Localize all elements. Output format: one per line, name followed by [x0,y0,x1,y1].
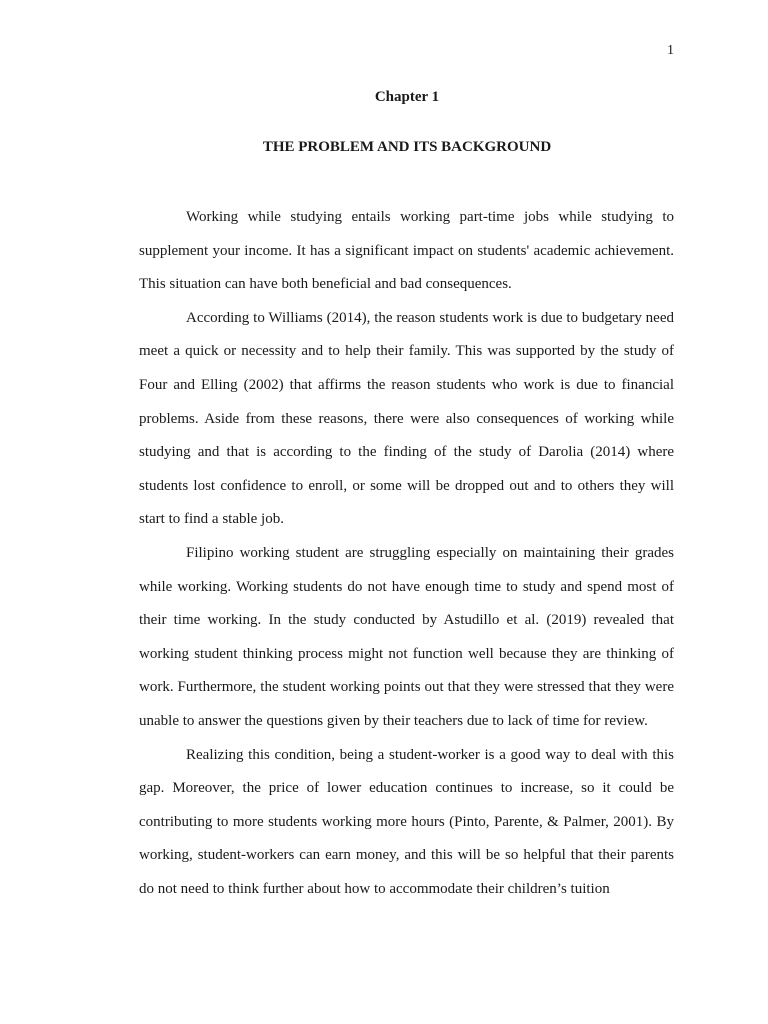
section-title: THE PROBLEM AND ITS BACKGROUND [262,139,552,155]
body-text [139,201,674,906]
paragraph: Working while studying entails working part-time jobs while studying to supplement your income. It has a significant impact on students' academic achievement. This situation can have both beneficial and bad consequences. [139,209,674,293]
chapter-heading: Chapter 1 [374,89,440,105]
page-number: 1 [667,43,674,58]
paragraph: Filipino working student are struggling especially on maintaining their grades while working. Working students do not have enough time to study and spend most of their time working. In the study conducted by Astudillo et al. (2019) revealed that working student thinking process might not function well because they are thinking of work. Furthermore, the student working points out that they were stressed that they were unable to answer the questions given by their teachers due to lack of time for review. [139,544,674,729]
paragraph: Realizing this condition, being a student-worker is a good way to deal with this gap. Moreover, the price of lower education continues to increase, so it could be contributing to more students working more hours (Pinto, Parente, & Palmer, 2001). By working, student-workers can earn money, and this will be so helpful that their parents do not need to think further about how to accommodate their children’s tuition [139,746,674,897]
paragraph: According to Williams (2014), the reason students work is due to budgetary need meet a quick or necessity and to help their family. This was supported by the study of Four and Elling (2002) that affirms the reason students who work is due to financial problems. Aside from these reasons, there were also consequences of working while studying and that is according to the finding of the study of Darolia (2014) where students lost confidence to enroll, or some will be dropped out and to others they will start to find a stable job. [139,309,674,528]
